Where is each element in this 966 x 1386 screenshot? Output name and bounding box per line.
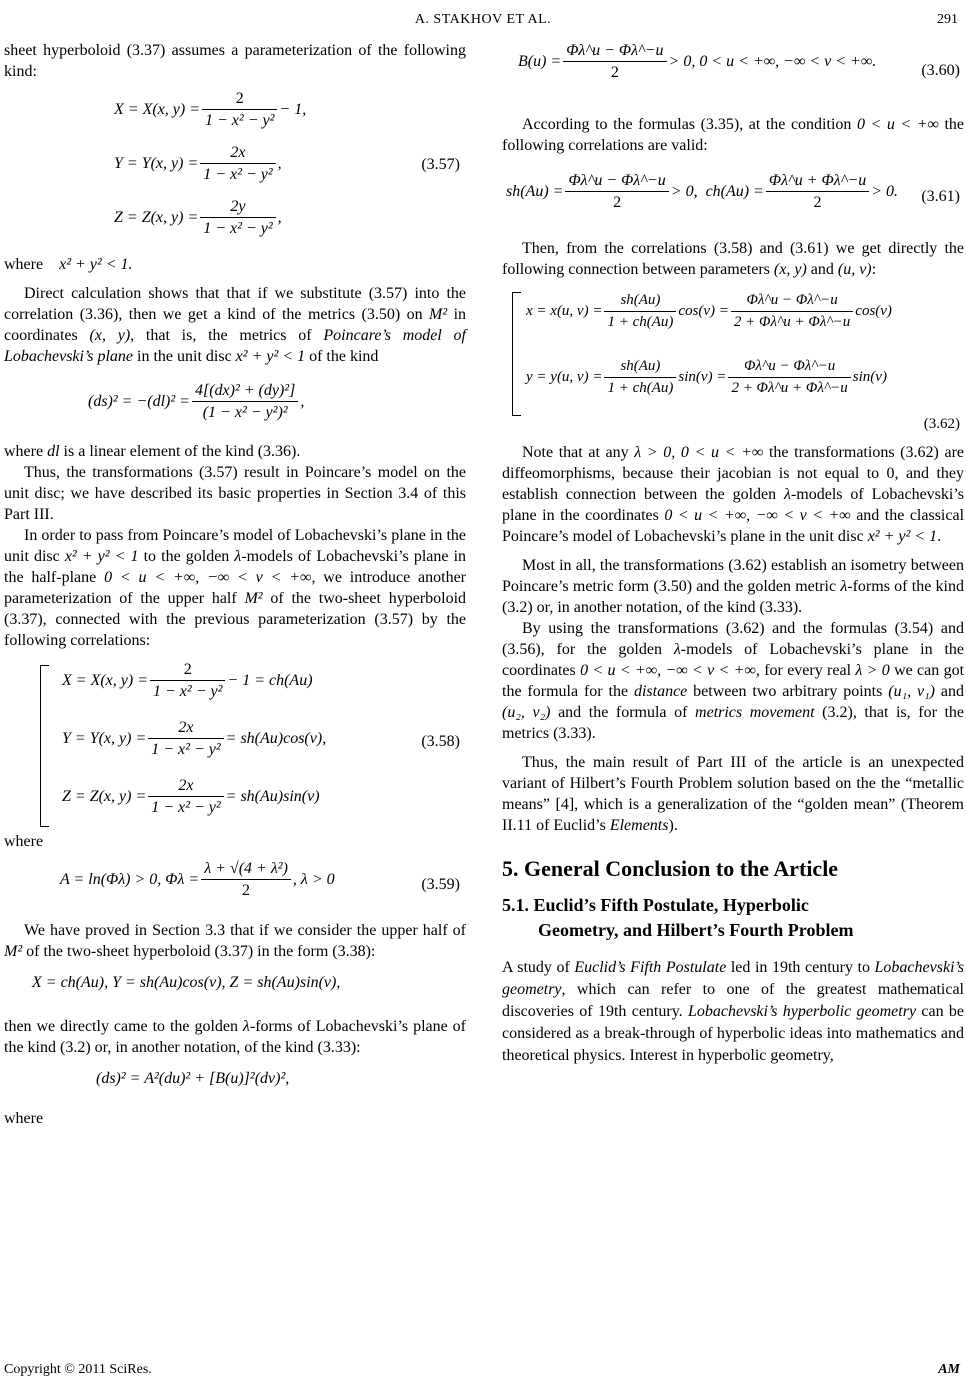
paragraph: Note that at any λ > 0, 0 < u < +∞ the transformations (3.62) are diffeomorphisms, because their jacobian is not equal to 0, and they establish connection between the golden λ-models of Lobachevski’s plane in the coordinates 0 < u < +∞, −∞ < v < +∞ and the classical Poincare’s model of Lobachevski’s plane in the unit disc x² + y² < 1. bbox=[502, 444, 965, 545]
eq-lhs: X = X(x, y) = bbox=[114, 101, 200, 118]
equation-3-57: X = X(x, y) = $\frac{2}{\text{1 − x² − y²}}$ − 1, Y = Y(x, y) = $\frac{2x}{\text{1 − x² − y²}}$ , Z = Z(x, y) = $\frac{2y}{\text{1 − x² − y²}}$ , (3.57) bbox=[114, 90, 460, 237]
paragraph: Thus, the transformations (3.57) result in Poincare’s model on the unit disc; we have described its basic properties in Section 3.4 of this Part III. bbox=[4, 464, 466, 523]
fraction: $\frac{2x}{\text{1 − x² − y²}}$ bbox=[148, 717, 223, 760]
paragraph: Thus, the main result of Part III of the article is an unexpected variant of Hilbert’s Fourth Problem solution based on the the “metallic means” [4], which is a generalization of the “golden mean” (Theorem II.11 of Euclid’s Elements). bbox=[502, 754, 964, 834]
equation-number: (3.61) bbox=[921, 188, 960, 205]
paragraph: We have proved in Section 3.3 that if we consider the upper half of M² of the two-sheet hyperboloid (3.37) in the form (3.38): bbox=[4, 922, 466, 960]
left-column bbox=[4, 40, 466, 1129]
fraction: $\frac{2x}{\text{1 − x² − y²}}$ bbox=[148, 775, 223, 818]
left-brace bbox=[40, 665, 49, 827]
equation-3-38: X = ch(Au), Y = sh(Au)cos(v), Z = sh(Au)sin(v), bbox=[32, 974, 341, 991]
paragraph: A study of Euclid’s Fifth Postulate led in 19th century to Lobachevski’s geometry, which can refer to one of the greatest mathematical discoveries of 19th century. Lobachevski’s hyperbolic geometry can be considered as a break-through of hyperbolic ideas into mathematics and theoretical physics. Interest in hyperbolic geometry, bbox=[502, 959, 965, 1064]
page-header bbox=[0, 8, 966, 32]
equation-number: (3.58) bbox=[421, 733, 460, 750]
equation-number: (3.60) bbox=[921, 62, 960, 79]
fraction: $\frac{\Phi\lambda\^{}u - \Phi\lambda\^{}-u}{2}$ bbox=[563, 40, 666, 83]
equation-3-59: A = ln(Φλ) > 0, Φλ = $\frac{\text{λ + √(4 + λ²)}}{2}$ , λ > 0 (3.59) bbox=[60, 860, 460, 899]
paragraph: where bbox=[4, 833, 44, 850]
equation-3-62: x = x(u, v) = $\frac{sh(Au)}{1 + ch(Au)}$ cos(v) = $\frac{\Phi\lambda\^{}u - \Phi\lambda\^{}-u}{2 + \Phi\lambda\^{}u + \Phi\lambda\^{}-u}$ cos(v) y = y(u, v) = $\frac{sh(Au)}{1 + ch(Au)}$ sin(v) = $\frac{\Phi\lambda\^{}u - \Phi\lambda\^{}-u}{2 + \Phi\lambda\^{}u + \Phi\lambda\^{}-u}$ sin(v) (3.62) bbox=[502, 286, 964, 436]
fraction: $\frac{2}{\text{1 − x² − y²}}$ bbox=[202, 88, 277, 131]
left-brace bbox=[512, 292, 521, 416]
fraction: $\frac{\Phi\lambda\^{}u - \Phi\lambda\^{}-u}{2 + \Phi\lambda\^{}u + \Phi\lambda\^{}-u}$ bbox=[728, 356, 850, 399]
paragraph: where bbox=[4, 1110, 44, 1127]
equation-number: (3.57) bbox=[421, 156, 460, 173]
equation-3-58: X = X(x, y) = $\frac{2}{\text{1 − x² − y²}}$ − 1 = ch(Au) Y = Y(x, y) = $\frac{2x}{\text{1 − x² − y²}}$ = sh(Au)cos(v) , Z = Z(x, y) = $\frac{2x}{\text{1 − x² − y²}}$ = sh(Au)sin(v) (3.58) bbox=[4, 659, 466, 831]
equation-3-61: sh(Au) = $\frac{\Phi\lambda\^{}u - \Phi\lambda\^{}-u}{2}$ > 0, ch(Au) = $\frac{\Phi\lambda\^{}u + \Phi\lambda\^{}-u}{2}$ > 0. (3.61) bbox=[506, 172, 960, 211]
eq-lhs: Y = Y(x, y) = bbox=[114, 155, 199, 172]
subsection-heading: 5.1. Euclid’s Fifth Postulate, Hyperbolic Geometry, and Hilbert’s Fourth Problem bbox=[502, 895, 854, 940]
paragraph: Direct calculation shows that that if we substitute (3.57) into the correlation (3.36), then we get a kind of the metrics (3.50) on M² in coordinates (x, y), that is, the metrics of Poincare’s model of Lobachevski’s plane in the unit disc x² + y² < 1 of the kind bbox=[4, 285, 467, 365]
journal-abbrev: AM bbox=[938, 1362, 960, 1377]
fraction: $\frac{sh(Au)}{1 + ch(Au)}$ bbox=[604, 356, 676, 399]
fraction: $\frac{2}{\text{1 − x² − y²}}$ bbox=[150, 659, 225, 702]
paragraph: where x² + y² < 1. bbox=[4, 256, 133, 273]
equation-3-60: B(u) = $\frac{\Phi\lambda\^{}u - \Phi\lambda\^{}-u}{2}$ > 0, 0 < u < +∞, −∞ < v < +∞. (3.60) bbox=[518, 42, 960, 81]
equation-metric: (ds)² = −(dl)² = $\frac{\text{4[(dx)² + (dy)²]}}{\text{(1 − x² − y²)²}}$ , bbox=[88, 381, 305, 421]
paragraph: Most in all, the transformations (3.62) establish an isometry between Poincare’s metric form (3.50) and the golden metric λ-forms of the kind (3.2) or, in another notation, of the kind (3.33). bbox=[502, 557, 964, 616]
paragraph: sheet hyperboloid (3.37) assumes a parameterization of the following kind: bbox=[4, 42, 466, 80]
fraction: $\frac{\text{4[(dx)² + (dy)²]}}{\text{(1 − x² − y²)²}}$ bbox=[192, 380, 298, 423]
paragraph: In order to pass from Poincare’s model of Lobachevski’s plane in the unit disc x² + y² < 1 to the golden λ-models of Lobachevski’s plane in the half-plane 0 < u < +∞, −∞ < v < +∞, we introduce another parameterization of the upper half M² of the two-sheet hyperboloid (3.37), connected with the previous parameterization (3.57) by the following correlations: bbox=[4, 527, 467, 649]
fraction: $\frac{2y}{\text{1 − x² − y²}}$ bbox=[200, 196, 275, 239]
paragraph: where dl is a linear element of the kind (3.36). bbox=[4, 443, 301, 460]
paragraph: then we directly came to the golden λ-forms of Lobachevski’s plane of the kind (3.2) or, in another notation, of the kind (3.33): bbox=[4, 1018, 466, 1056]
fraction: $\frac{\Phi\lambda\^{}u - \Phi\lambda\^{}-u}{2 + \Phi\lambda\^{}u + \Phi\lambda\^{}-u}$ bbox=[731, 290, 853, 333]
fraction: $\frac{\Phi\lambda\^{}u - \Phi\lambda\^{}-u}{2}$ bbox=[565, 170, 668, 213]
paragraph: Then, from the correlations (3.58) and (3.61) we get directly the following connection between parameters (x, y) and (u, v): bbox=[502, 240, 964, 278]
equation-3-33: (ds)² = A²(du)² + [B(u)]²(dv)², bbox=[96, 1070, 290, 1087]
eq-lhs: Z = Z(x, y) = bbox=[114, 209, 199, 226]
equation-number: (3.62) bbox=[923, 416, 960, 432]
fraction: $\frac{\Phi\lambda\^{}u + \Phi\lambda\^{}-u}{2}$ bbox=[766, 170, 869, 213]
copyright-notice: Copyright © 2011 SciRes. bbox=[4, 1362, 152, 1377]
paragraph: According to the formulas (3.35), at the condition 0 < u < +∞ the following correlations are valid: bbox=[502, 116, 965, 154]
equation-number: (3.59) bbox=[421, 876, 460, 893]
paragraph: By using the transformations (3.62) and the formulas (3.54) and (3.56), for the golden λ-models of Lobachevski’s plane in the coordinates 0 < u < +∞, −∞ < v < +∞, for every real λ > 0 we can got the formula for the distance between two arbitrary points (u₁, v₁) and (u₂, v₂) and the formula of metrics movement (3.2), that is, for the metrics (3.33). bbox=[502, 620, 965, 742]
fraction: $\frac{sh(Au)}{1 + ch(Au)}$ bbox=[604, 290, 676, 333]
fraction: $\frac{2x}{\text{1 − x² − y²}}$ bbox=[200, 142, 275, 185]
page-number: 291 bbox=[937, 12, 958, 27]
right-column bbox=[502, 40, 964, 1067]
running-title: A. STAKHOV ET AL. bbox=[414, 12, 552, 27]
fraction: $\frac{\text{λ + √(4 + λ²)}}{2}$ bbox=[201, 858, 291, 901]
section-heading: 5. General Conclusion to the Article bbox=[502, 856, 839, 881]
